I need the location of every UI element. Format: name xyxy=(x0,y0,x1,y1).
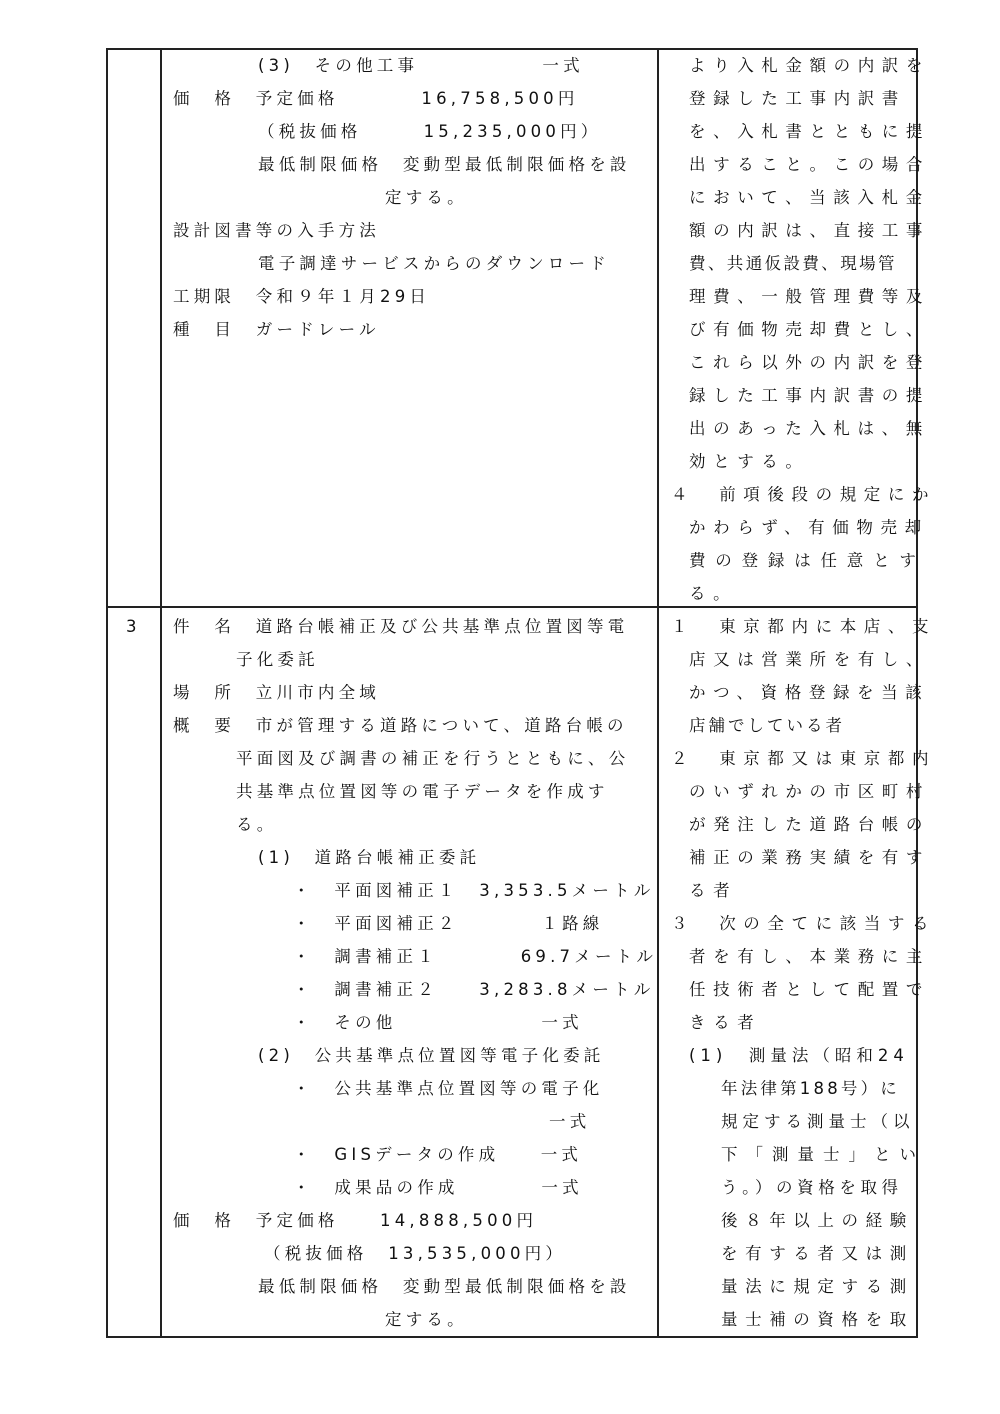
requirement-line: 任技術者として配置で xyxy=(689,980,930,999)
prev-right-line: において、当該入札金 xyxy=(689,188,930,207)
requirement-line: が発注した道路台帳の xyxy=(689,815,930,834)
requirement-line: かつ、資格登録を当該 xyxy=(689,683,930,702)
requirement-3-1-line: 量士補の資格を取 xyxy=(721,1310,914,1329)
requirement-3-1-line: 量法に規定する測 xyxy=(721,1277,914,1296)
prev-minimum-price-cont: 定する。 xyxy=(385,188,468,207)
prev-right-line: より入札金額の内訳を xyxy=(689,56,930,75)
item-location: 場 所 立川市内全域 xyxy=(173,683,380,702)
requirement-line: のいずれかの市区町村 xyxy=(689,782,930,801)
table-divider-main xyxy=(657,48,659,1338)
requirement-line: 店又は営業所を有し、 xyxy=(689,650,930,669)
prev-right-line: かわらず、有価物売却 xyxy=(689,518,929,537)
table-border-top xyxy=(106,48,918,50)
requirement-line: る者 xyxy=(689,881,738,900)
requirement-3-1-line: 規定する測量士（以 xyxy=(721,1112,915,1131)
bullet-other: ・ その他 一式 xyxy=(293,1013,583,1032)
prev-right-line: 費、共通仮設費、現場管 xyxy=(689,254,897,273)
item-minimum-price-cont: 定する。 xyxy=(385,1310,468,1329)
prev-right-line: 費の登録は任意とす xyxy=(689,551,926,570)
subitem-ledger-correction: (1) 道路台帳補正委託 xyxy=(258,848,481,867)
prev-right-line: 出のあった入札は、無 xyxy=(689,419,930,438)
requirement-3-1-line: 年法律第188号）に xyxy=(721,1079,900,1098)
prev-item-other-works: (3) その他工事 一式 xyxy=(258,56,584,75)
bullet-record-correction-2: ・ 調書補正２ 3,283.8メートル xyxy=(293,980,655,999)
requirement-3-1: (1) 測量法（昭和24 xyxy=(689,1046,909,1065)
requirement-3: ３ 次の全てに該当する xyxy=(671,914,937,933)
row-number: 3 xyxy=(126,617,141,636)
prev-right-line: る。 xyxy=(689,584,738,603)
table-border-bottom xyxy=(106,1336,918,1338)
prev-right-line: これら以外の内訳を登 xyxy=(689,353,930,372)
prev-price-excl-tax: （税抜価格 15,235,000円） xyxy=(258,122,602,141)
prev-category: 種 目 ガードレール xyxy=(173,320,380,339)
requirement-3-1-line: を有する者又は測 xyxy=(721,1244,914,1263)
item-title: 件 名 道路台帳補正及び公共基準点位置図等電 xyxy=(173,617,629,636)
prev-right-line: 出すること。この場合 xyxy=(689,155,930,174)
item-overview-cont: る。 xyxy=(236,815,278,834)
item-overview-cont: 共基準点位置図等の電子データを作成す xyxy=(236,782,609,801)
table-border-left xyxy=(106,48,108,1338)
requirement-2: ２ 東京都又は東京都内 xyxy=(671,749,937,768)
bullet-deliverables: ・ 成果品の作成 一式 xyxy=(293,1178,583,1197)
bullet-digitization-qty: 一式 xyxy=(549,1112,591,1131)
requirement-3-1-line: う。）の資格を取得 xyxy=(721,1178,903,1197)
prev-minimum-price: 最低制限価格 変動型最低制限価格を設 xyxy=(258,155,631,174)
prev-right-line: 録した工事内訳書の提 xyxy=(689,386,930,405)
requirement-line: 店舗でしている者 xyxy=(689,716,845,735)
prev-documents-download: 電子調達サービスからのダウンロード xyxy=(258,254,610,273)
subitem-digitization: (2) 公共基準点位置図等電子化委託 xyxy=(258,1046,605,1065)
requirement-line: きる者 xyxy=(689,1013,762,1032)
prev-deadline: 工期限 令和９年１月29日 xyxy=(173,287,431,306)
requirement-line: 補正の業務実績を有す xyxy=(689,848,930,867)
prev-right-line: 登録した工事内訳書 xyxy=(689,89,906,108)
requirement-3-1-line: 後８年以上の経験 xyxy=(721,1211,914,1230)
bullet-record-correction-1: ・ 調書補正１ 69.7メートル xyxy=(293,947,658,966)
table-divider-number xyxy=(160,48,162,1338)
bullet-gis-data: ・ GISデータの作成 一式 xyxy=(293,1145,583,1164)
item-price-excl-tax: （税抜価格 13,535,000円） xyxy=(264,1244,567,1263)
bullet-plan-correction-2: ・ 平面図補正２ １路線 xyxy=(293,914,604,933)
requirement-1: １ 東京都内に本店、支 xyxy=(671,617,937,636)
item-price: 価 格 予定価格 14,888,500円 xyxy=(173,1211,538,1230)
prev-right-line: を、入札書とともに提 xyxy=(689,122,930,141)
prev-right-item-4: ４ 前項後段の規定にか xyxy=(671,485,937,504)
bullet-digitization: ・ 公共基準点位置図等の電子化 xyxy=(293,1079,604,1098)
item-overview: 概 要 市が管理する道路について、道路台帳の xyxy=(173,716,628,735)
item-title-cont: 子化委託 xyxy=(236,650,319,669)
item-overview-cont: 平面図及び調書の補正を行うとともに、公 xyxy=(236,749,630,768)
prev-right-line: 理費、一般管理費等及 xyxy=(689,287,930,306)
prev-documents-method: 設計図書等の入手方法 xyxy=(173,221,380,240)
item-minimum-price: 最低制限価格 変動型最低制限価格を設 xyxy=(258,1277,631,1296)
prev-right-line: 額の内訳は、直接工事 xyxy=(689,221,930,240)
requirement-line: 者を有し、本業務に主 xyxy=(689,947,930,966)
prev-right-line: 効とする。 xyxy=(689,452,810,471)
prev-right-line: び有価物売却費とし、 xyxy=(689,320,930,339)
requirement-3-1-line: 下「測量士」とい xyxy=(721,1145,925,1164)
bullet-plan-correction-1: ・ 平面図補正１ 3,353.5メートル xyxy=(293,881,655,900)
table-row-divider xyxy=(106,606,918,608)
prev-price-line: 価 格 予定価格 16,758,500円 xyxy=(173,89,579,108)
